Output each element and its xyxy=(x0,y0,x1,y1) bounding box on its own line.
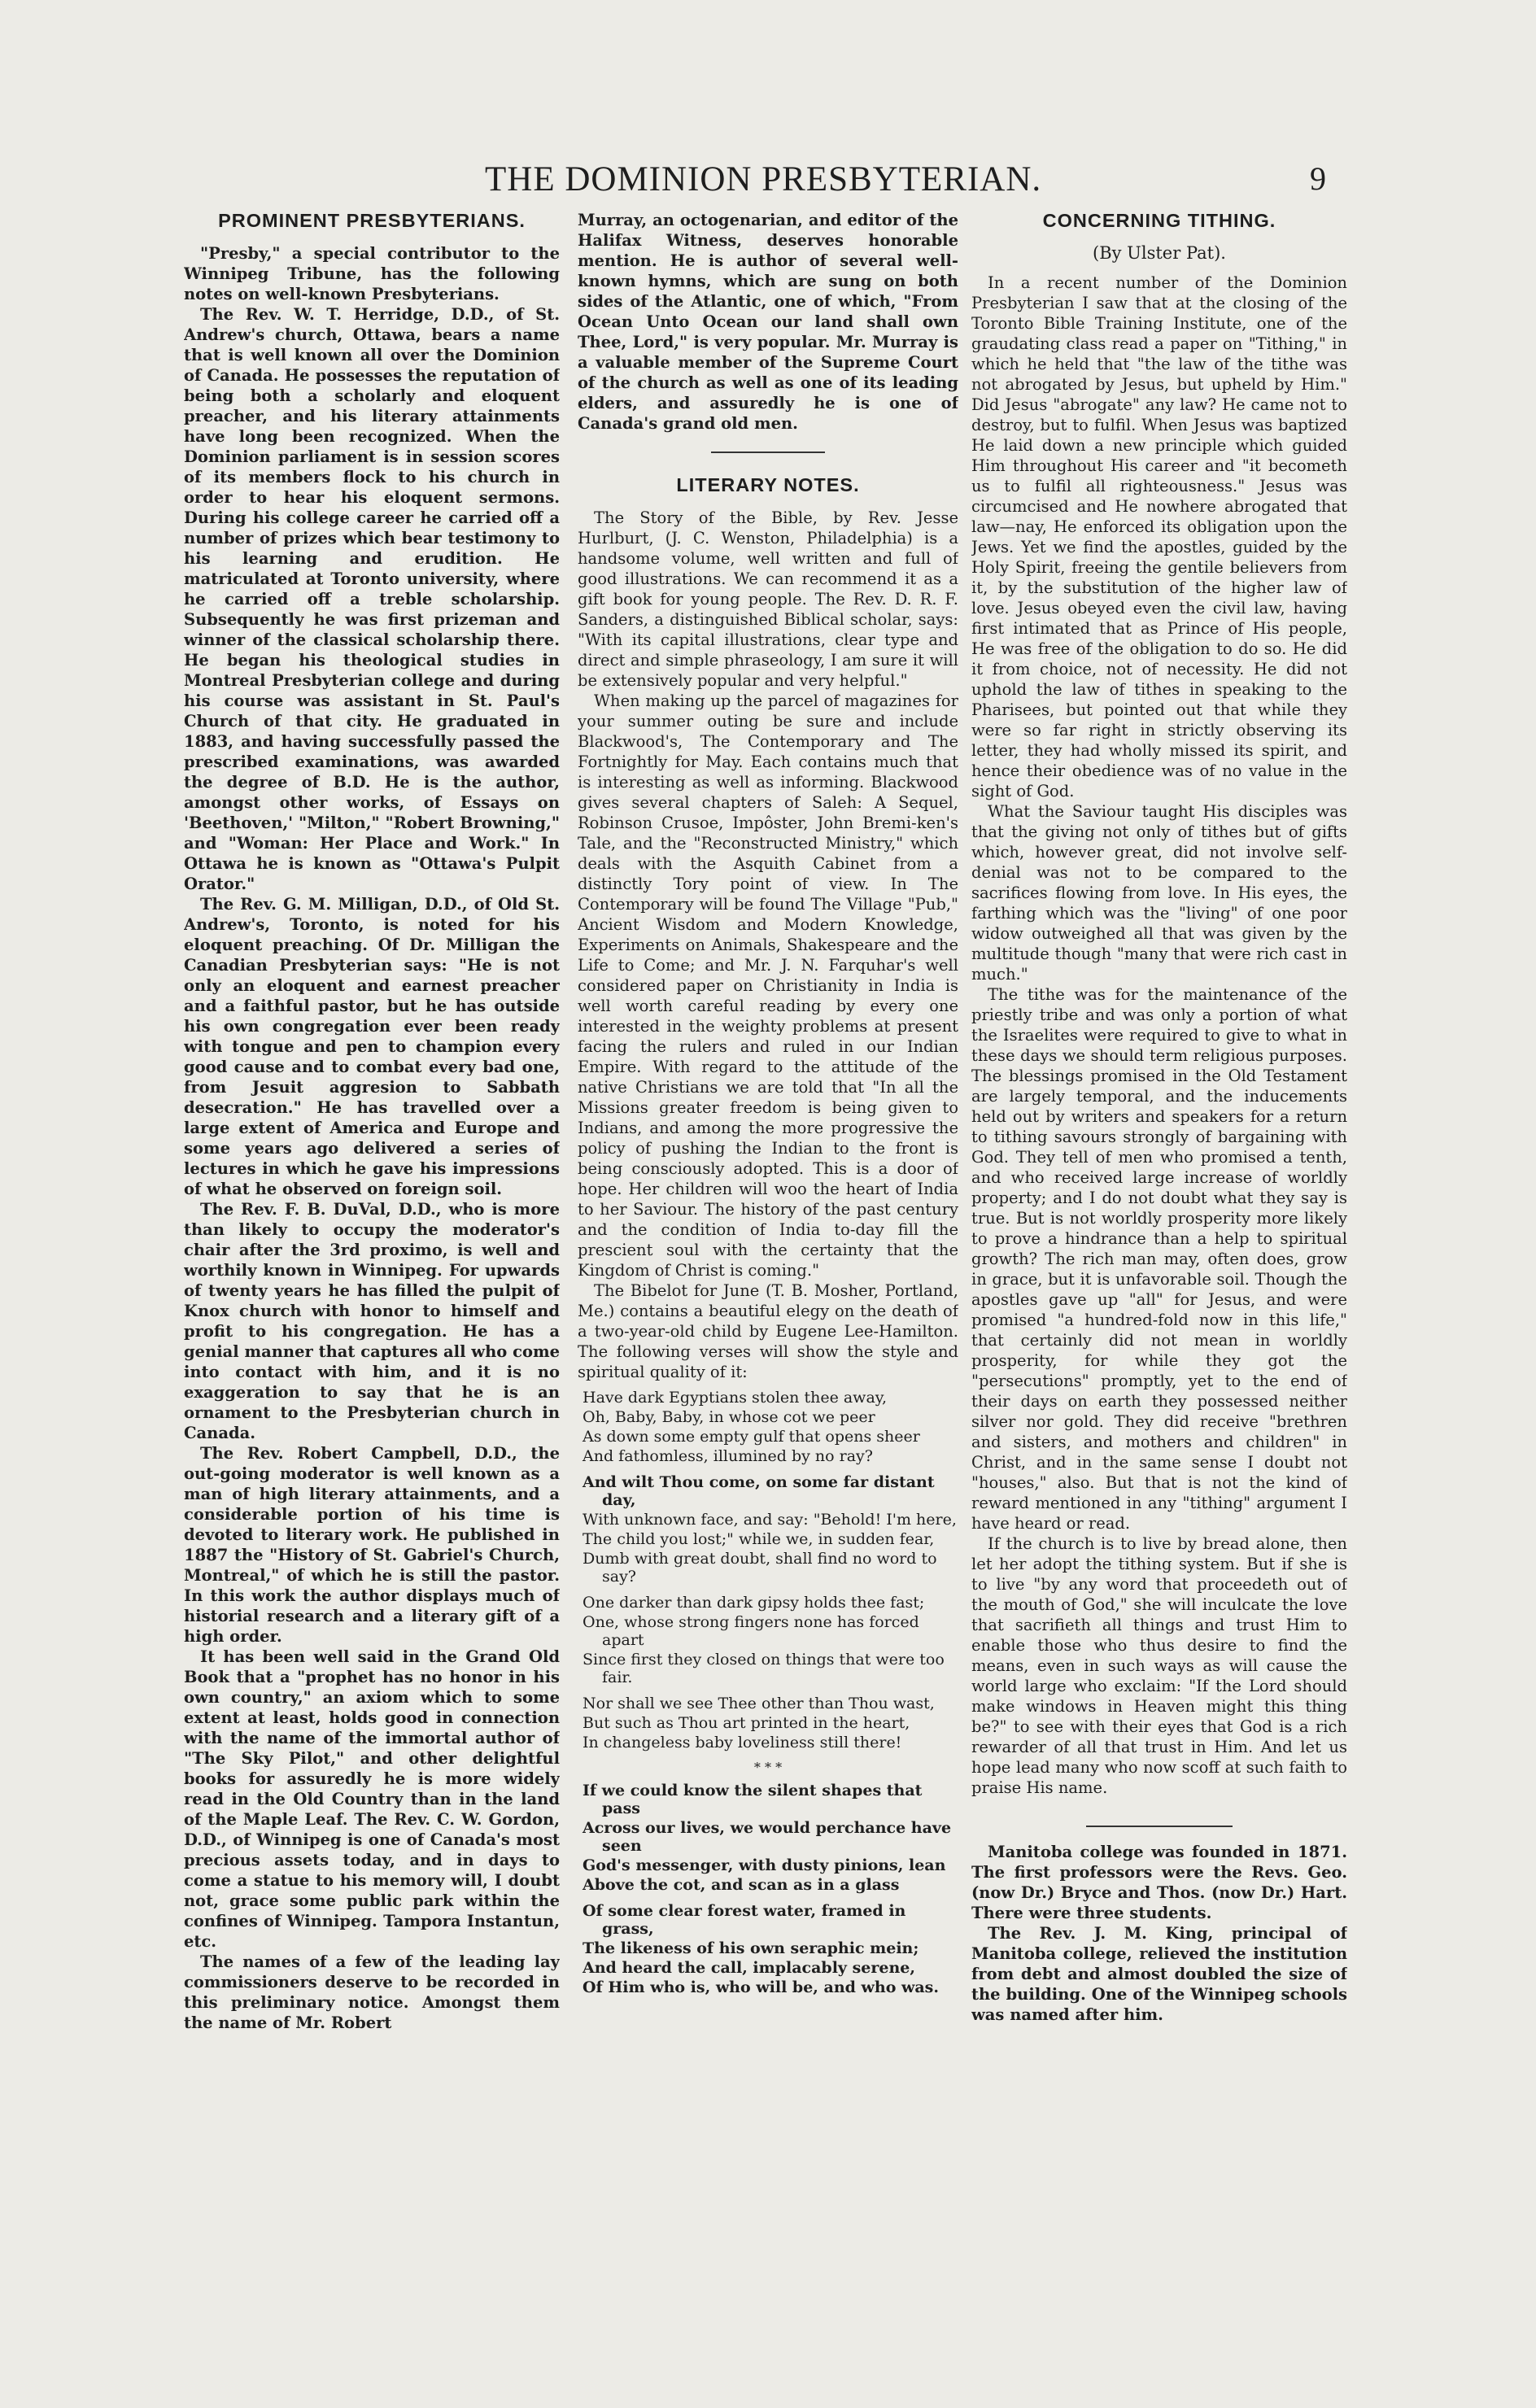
poem-line: God's messenger, with dusty pinions, lean xyxy=(583,1856,946,1874)
poem-stanza xyxy=(583,1473,958,1586)
poem-line: Above the cot, and scan as in a glass xyxy=(583,1876,900,1894)
poem-line: Nor shall we see Thee other than Thou wast, xyxy=(583,1695,935,1712)
section-heading: LITERARY NOTES. xyxy=(676,474,860,495)
section-stars: * * * xyxy=(753,1760,783,1775)
page-number: 9 xyxy=(1310,160,1326,197)
page-header xyxy=(0,153,1536,205)
poem-line: In changeless baby loveliness still there! xyxy=(583,1734,902,1751)
article-paragraph: The names of a few of the leading lay commissioners deserve to be recorded in this preliminary notice. Amongst them the name of Mr. Robert xyxy=(184,1952,560,2032)
poem-stanza xyxy=(583,1695,958,1751)
poem-line: And wilt Thou come, on some far distant day, xyxy=(583,1473,935,1509)
note-paragraph: Manitoba college was founded in 1871. The first professors were the Revs. Geo. (now Dr.) Bryce and Thos. (now Dr.) Hart. There were three students. xyxy=(971,1843,1347,1922)
article-heading: CONCERNING TITHING. xyxy=(1042,210,1276,231)
article-paragraph: The Rev. Robert Campbell, D.D., the out-going moderator is well known as a man of high literary attainments, and a considerable portion of his time is devoted to literary work. He published in 1887 the "History of St. Gabriel's Church, Montreal," of which he is still the pastor. In this work the author displays much of historial research and a literary gift of a high order. xyxy=(184,1444,560,1646)
poem-stanza xyxy=(583,1782,958,1894)
poem-line: Since first they closed on things that were too fair. xyxy=(583,1651,945,1686)
article-paragraph: The Bibelot for June (T. B. Mosher, Portland, Me.) contains a beautiful elegy on the death of a two-year-old child by Eugene Lee-Hamilton. The following verses will show the style and spiritual quality of it: xyxy=(578,1281,958,1381)
poem-line: If we could know the silent shapes that pass xyxy=(583,1782,923,1817)
article-paragraph: The Rev. F. B. DuVal, D.D., who is more than likely to occupy the moderator's chair after the 3rd proximo, is well and worthily known in Winnipeg. For upwards of twenty years he has filled the pulpit of Knox church with honor to himself and profit to his congregation. He has a genial manner that captures all who come into contact with him, and it is no exaggeration to say that he is an ornament to the Presbyterian church in Canada. xyxy=(184,1200,560,1442)
article-paragraph: The Rev. G. M. Milligan, D.D., of Old St. Andrew's, Toronto, is noted for his eloquent preaching. Of Dr. Milligan the Canadian Presbyterian says: "He is not only an eloquent and earnest preacher and a faithful pastor, but he has outside his own congregation ever been ready with tongue and pen to champion every good cause and to combat every bad one, from Jesuit aggresion to Sabbath desecration." He has travelled over a large extent of America and Europe and some years ago delivered a series of lectures in which he gave his impressions of what he observed on foreign soil. xyxy=(184,895,560,1198)
poem-line: The child you lost;" while we, in sudden fear, xyxy=(583,1530,935,1548)
article-paragraph: The Rev. W. T. Herridge, D.D., of St. Andrew's church, Ottawa, bears a name that is well known all over the Dominion of Canada. He possesses the reputation of being both a scholarly and eloquent preacher, and his literary attainments have long been recognized. When the Dominion parliament is in session scores of its members flock to his church in order to hear his eloquent sermons. During his college career he carried off a number of prizes which bear testimony to his learning and erudition. He matriculated at Toronto university, where he carried off a treble scholarship. Subsequently he was first prizeman and winner of the classical scholarship there. He began his theological studies in Montreal Presbyterian college and during his course was assistant in St. Paul's Church of that city. He graduated in 1883, and having successfully passed the prescribed examinations, was awarded the degree of B.D. He is the author, amongst other works, of Essays on 'Beethoven,' "Milton," "Robert Browning," and "Woman: Her Place and Work." In Ottawa he is known as "Ottawa's Pulpit Orator." xyxy=(184,305,560,893)
poem-stanza xyxy=(583,1389,958,1465)
poem-stanza xyxy=(583,1902,958,1996)
poem-line: Dumb with great doubt, shall find no word to say? xyxy=(583,1550,937,1586)
poem-line: Oh, Baby, Baby, in whose cot we peer xyxy=(583,1408,875,1426)
poem-line: Of Him who is, who will be, and who was. xyxy=(583,1978,939,1996)
poem-line: And fathomless, illumined by no ray? xyxy=(583,1447,873,1465)
page-title: THE DOMINION PRESBYTERIAN. xyxy=(485,160,1042,198)
poem-line: And heard the call, implacably serene, xyxy=(583,1959,915,1977)
column-literary-notes xyxy=(578,210,958,2358)
article-paragraph: What the Saviour taught His disciples was that the giving not only of tithes but of gifts which, however great, did not involve self-denial was not to be compared to the sacrifices flowing from love. In His eyes, the farthing which was the "living" of one poor widow outweighed all that was given by the multitude though "many that were rich cast in much." xyxy=(971,802,1347,984)
poem-line: With unknown face, and say: "Behold! I'm here, xyxy=(583,1511,957,1529)
article-continuation: Murray, an octogenarian, and editor of the Halifax Witness, deserves honorable mention. He is author of several well-known hymns, which are sung on both sides of the Atlantic, one of which, "From Ocean Unto Ocean our land shall own Thee, Lord," is very popular. Mr. Murray is a valuable member of the Supreme Court of the church as well as one of its leading elders, and assuredly he is one of Canada's grand old men. xyxy=(578,211,958,433)
poem-line: One darker than dark gipsy holds thee fast; xyxy=(583,1594,925,1612)
article-paragraph: The tithe was for the maintenance of the priestly tribe and was only a portion of what the Israelites were required to give to what in these days we should term religious purposes. The blessings promised in the Old Testament are largely temporal, and the inducements held out by writers and speakers for a return to tithing savours strongly of bargaining with God. They tell of men who promised a tenth, and who received large increase of worldly property; and I do not doubt what they say is true. But is not worldly prosperity more likely to prove a hindrance than a help to spiritual growth? The rich man may, often does, grow in grace, but it is unfavorable soil. Though the apostles gave up "all" for Jesus, and were promised "a hundred-fold now in this life," that certainly did not mean in worldly prosperity, for while they got the "persecutions" promptly, yet to the end of their days on earth they possessed neither silver nor gold. They did receive "brethren and sisters, and mothers and children" in Christ, and in the same sense I doubt not "houses," also. But that is not the kind of reward mentioned in any "tithing" argument I have heard or read. xyxy=(971,985,1347,1533)
article-paragraph: When making up the parcel of magazines for your summer outing be sure and include Blackwood's, The Contemporary and The Fortnightly for May. Each contains much that is interesting as well as informing. Blackwood gives several chapters of Saleh: A Sequel, Robinson Crusoe, Impôster, John Bremi-ken's Tale, and the "Reconstructed Ministry," which deals with the Asquith Cabinet from a distinctly Tory point of view. In The Contemporary will be found The Village "Pub," Ancient Wisdom and Modern Knowledge, Experiments on Animals, Shakespeare and the Life to Come; and Mr. J. N. Farquhar's well considered paper on Christianity in India is well worth careful reading by every one interested in the weighty problems at present facing the rulers and ruled in our Indian Empire. With regard to the attitude of the native Christians we are told that "In all the Missions greater freedom is being given to Indians, and among the more progressive the policy of pushing the Indian to the front is being consciously adopted. This is a door of hope. Her children will woo the heart of India to her Saviour. The history of the past century and the condition of India to-day fill the prescient soul with the certainty that the Kingdom of Christ is coming." xyxy=(578,691,958,1280)
article-paragraph: It has been well said in the Grand Old Book that a "prophet has no honor in his own country," an axiom which to some extent at least, holds good in connection with the name of the immortal author of "The Sky Pilot," and other delightful books for assuredly he is more widely read in the Old Country than in the land of the Maple Leaf. The Rev. C. W. Gordon, D.D., of Winnipeg is one of Canada's most precious assets today, and in days to come a statue to his memory will, I doubt not, grace some public park within the confines of Winnipeg. Tampora Instantun, etc. xyxy=(184,1647,560,1951)
article-paragraph: The Story of the Bible, by Rev. Jesse Hurlburt, (J. C. Wenston, Philadelphia) is a handsome volume, well written and full of good illustrations. We can recommend it as a gift book for young people. The Rev. D. R. F. Sanders, a distinguished Biblical scholar, says: "With its capital illustrations, clear type and direct and simple phraseology, I am sure it will be extensively popular and very helpful." xyxy=(578,508,958,690)
poem-line: One, whose strong fingers none has forced apart xyxy=(583,1613,919,1649)
poem-line: Across our lives, we would perchance have seen xyxy=(583,1819,952,1855)
poem-line: The likeness of his own seraphic mein; xyxy=(583,1939,919,1957)
article-heading: PROMINENT PRESBYTERIANS. xyxy=(218,210,526,231)
section-divider xyxy=(1086,1826,1233,1827)
poem-line: As down some empty gulf that opens sheer xyxy=(583,1428,920,1446)
note-paragraph: The Rev. J. M. King, principal of Manitoba college, relieved the institution from debt and almost doubled the size of the building. One of the Winnipeg schools was named after him. xyxy=(971,1924,1347,2024)
poem-line: Of some clear forest water, framed in grass, xyxy=(583,1902,906,1938)
poem-line: But such as Thou art printed in the heart, xyxy=(583,1714,910,1732)
section-divider xyxy=(711,452,825,453)
article-paragraph: "Presby," a special contributor to the Winnipeg Tribune, has the following notes on well-known Presbyterians. xyxy=(184,244,560,303)
poem-stanza xyxy=(583,1594,958,1686)
poem-line: Have dark Egyptians stolen thee away, xyxy=(583,1389,888,1407)
article-paragraph: In a recent number of the Dominion Presbyterian I saw that at the closing of the Toronto Bible Training Institute, one of the graudating class read a paper on "Tithing," in which he held that "the law of the tithe was not abrogated by Jesus, but upheld by Him." Did Jesus "abrogate" any law? He came not to destroy, but to fulfil. When Jesus was baptized He laid down a new principle which guided Him throughout His career and "it becometh us to fulfil all righteousness." Jesus was circumcised and He nowhere abrogated that law—nay, He enforced its obligation upon the Jews. Yet we find the apostles, guided by the Holy Spirit, freeing the gentile believers from it, by the substitution of the higher law of love. Jesus obeyed even the civil law, having first intimated that as Prince of His people, He was free of the obligation to do so. He did it from choice, not of necessity. He did not uphold the law of tithes in speaking to the Pharisees, but pointed out that while they were so far right in strictly observing its letter, they had wholly missed its spirit, and hence their obedience was of no value in the sight of God. xyxy=(971,273,1347,800)
article-paragraph: If the church is to live by bread alone, then let her adopt the tithing system. But if she is to live "by any word that proceedeth out of the mouth of God," she will inculcate the love that sacrifieth all things and trust Him to enable those who thus desire to find the means, even in such ways as will cause the world large who exclaim: "If the Lord should make windows in Heaven might this thing be?" to see with their eyes that God is a rich rewarder of all that trust in Him. And let us hope lead many who now scoff at such faith to praise His name. xyxy=(971,1534,1347,1797)
column-concerning-tithing xyxy=(971,210,1347,2358)
article-byline: (By Ulster Pat). xyxy=(1093,243,1226,263)
column-prominent-presbyterians xyxy=(184,210,560,2358)
